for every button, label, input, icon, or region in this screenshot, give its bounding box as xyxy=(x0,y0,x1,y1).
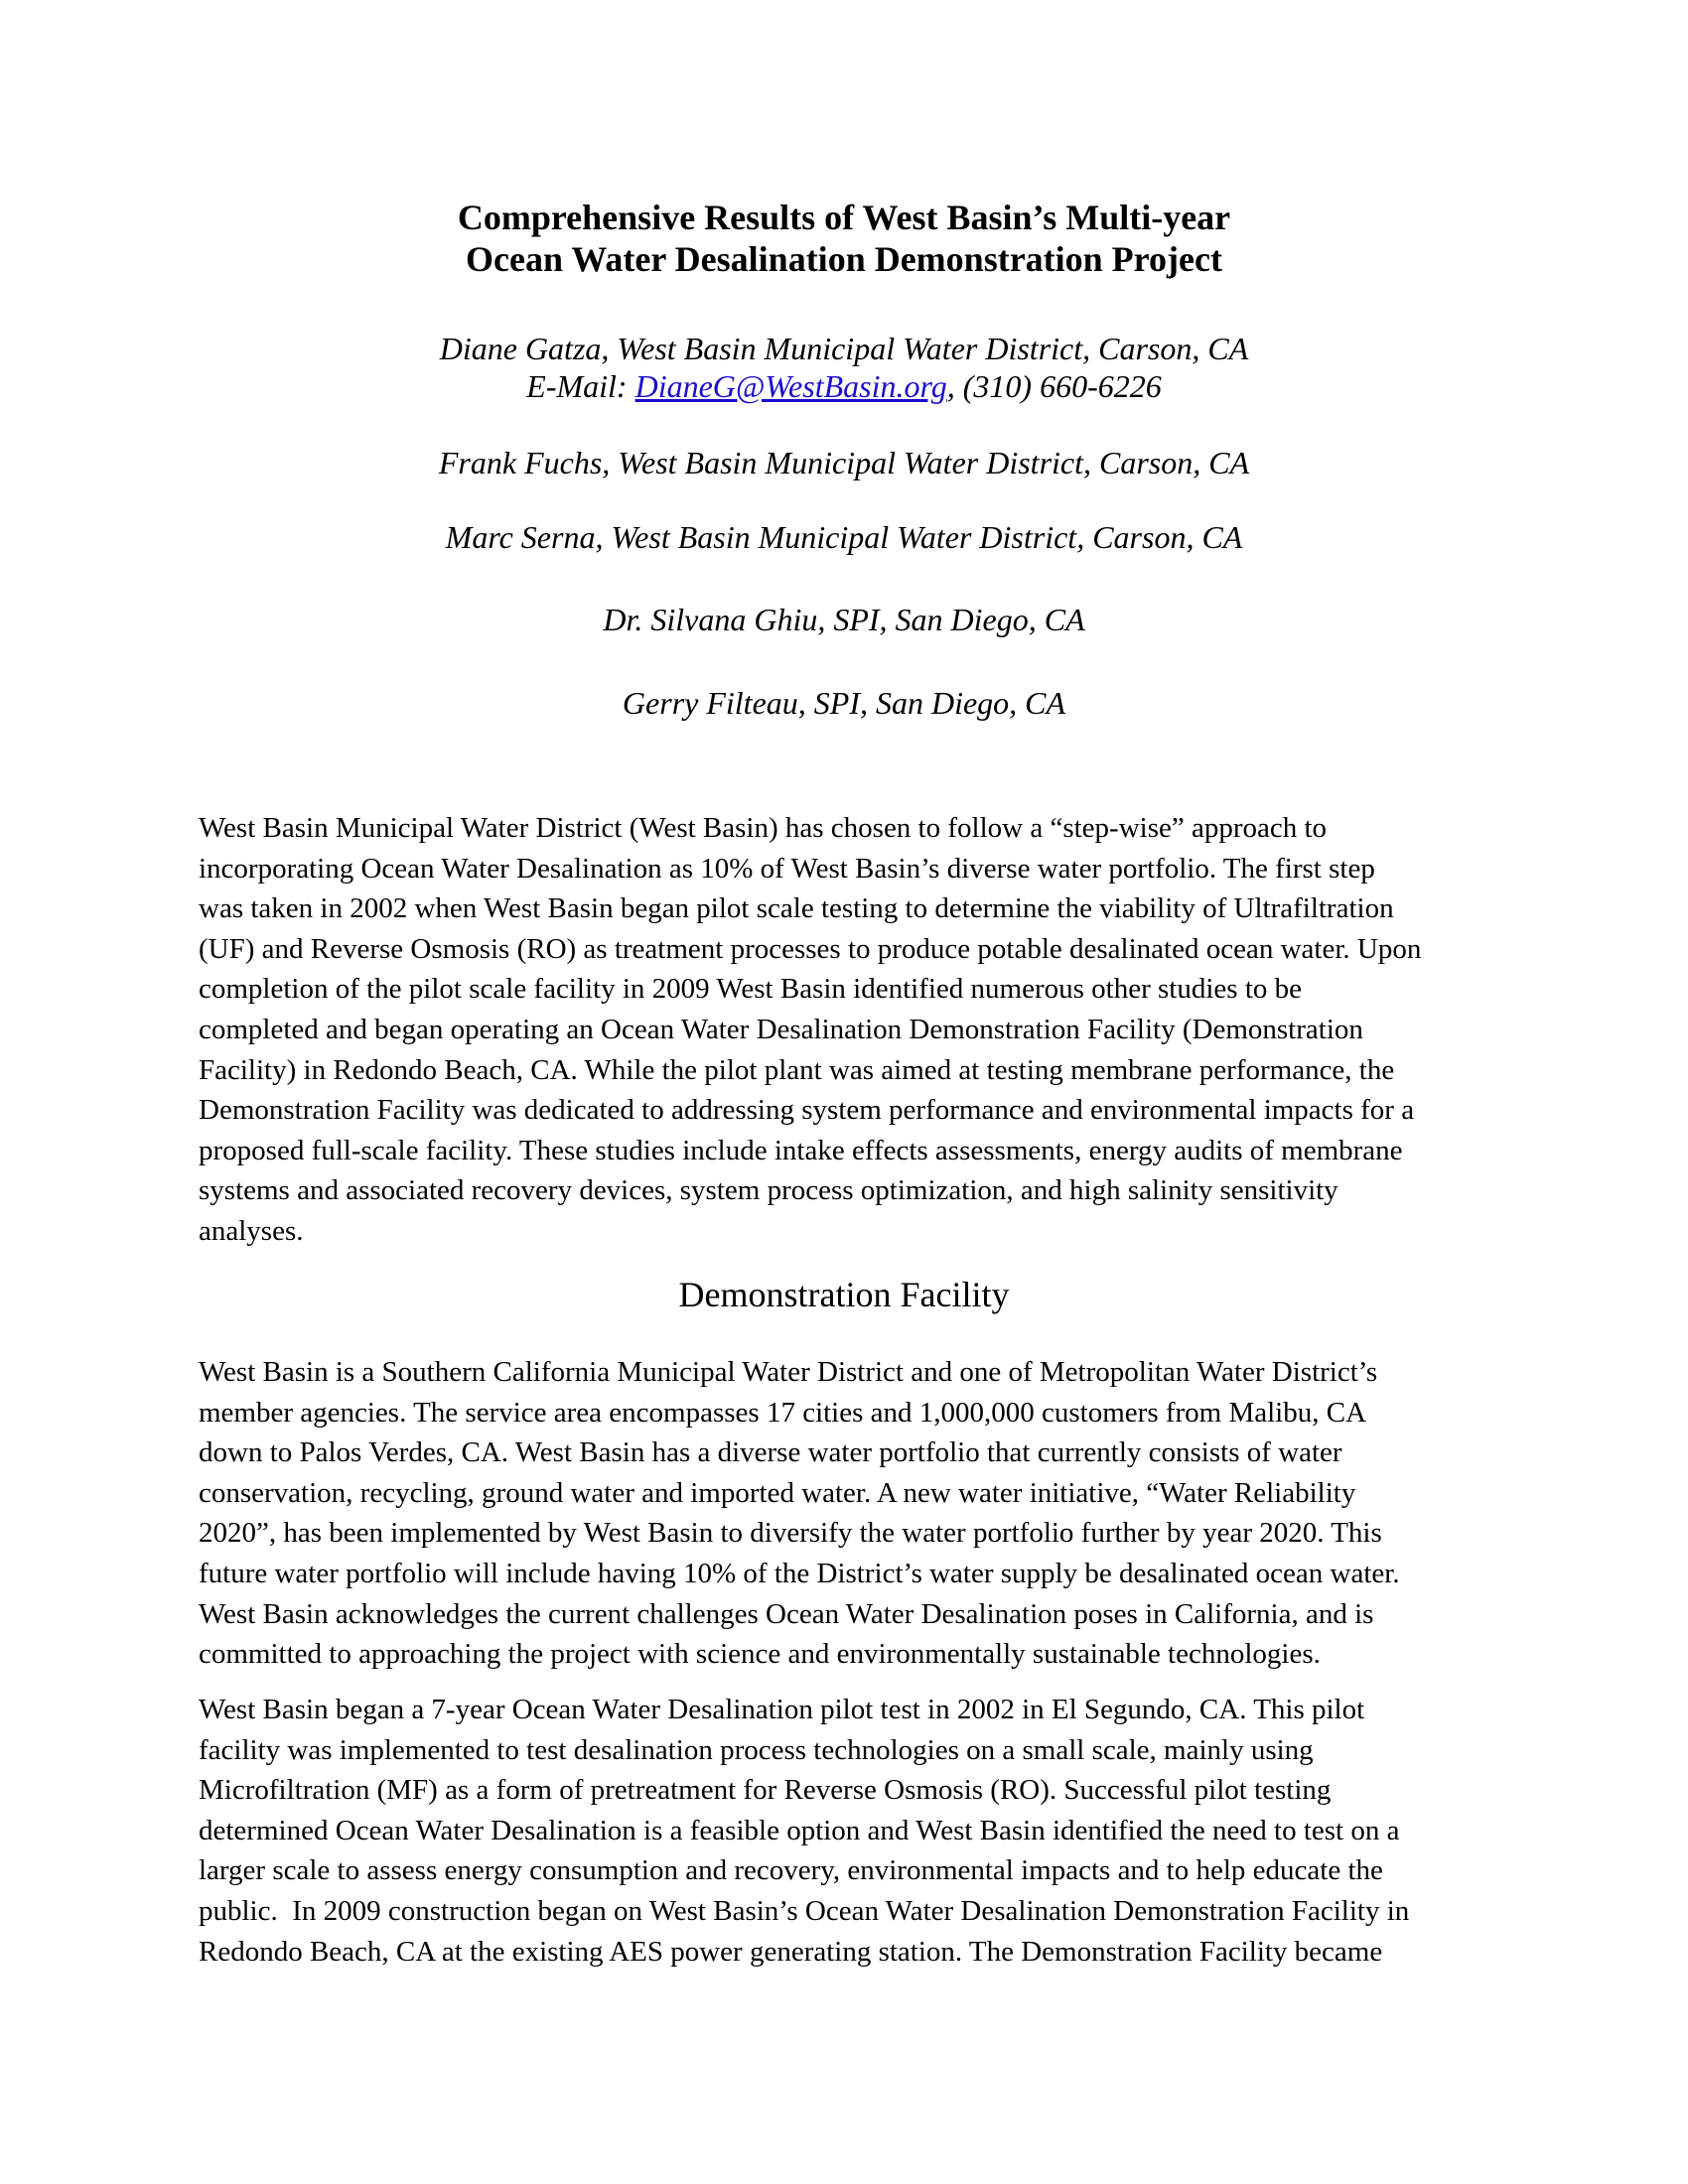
text-line: Redondo Beach, CA at the existing AES power generating station. The Demonstration Facility became xyxy=(199,1935,1383,1968)
text-line: analyses. xyxy=(199,1214,304,1247)
text-line: West Basin is a Southern California Municipal Water District and one of Metropolitan Water District’s xyxy=(199,1356,1378,1388)
text-line: proposed full-scale facility. These studies include intake effects assessments, energy audits of membrane xyxy=(199,1134,1403,1166)
author-1: Diane Gatza, West Basin Municipal Water District, Carson, CA xyxy=(439,331,1249,366)
text-line: Demonstration Facility was dedicated to addressing system performance and environmental impacts for a xyxy=(199,1094,1415,1127)
text-line: (UF) and Reverse Osmosis (RO) as treatment processes to produce potable desalinated ocean water. Upon xyxy=(199,932,1422,965)
text-line: facility was implemented to test desalination process technologies on a small scale, mainly using xyxy=(199,1733,1314,1766)
text-line: 2020”, has been implemented by West Basin to diversify the water portfolio further by year 2020. This xyxy=(199,1517,1382,1550)
paper-title xyxy=(0,197,1688,280)
text-line: West Basin Municipal Water District (West Basin) has chosen to follow a “step-wise” approach to xyxy=(199,812,1328,844)
text-line: Facility) in Redondo Beach, CA. While the pilot plant was aimed at testing membrane performance, the xyxy=(199,1053,1395,1086)
phone-number: , (310) 660-6226 xyxy=(946,368,1162,404)
text-line: member agencies. The service area encompasses 17 cities and 1,000,000 customers from Malibu, CA xyxy=(199,1396,1367,1429)
text-line: conservation, recycling, ground water and imported water. A new water initiative, “Water Reliability xyxy=(199,1476,1356,1509)
text-line: public. In 2009 construction began on West Basin’s Ocean Water Desalination Demonstration Facility in xyxy=(199,1894,1410,1927)
text-line: down to Palos Verdes, CA. West Basin has a diverse water portfolio that currently consists of water xyxy=(199,1436,1342,1469)
section-paragraph-2 xyxy=(199,1690,1499,1972)
text-line: West Basin began a 7-year Ocean Water Desalination pilot test in 2002 in El Segundo, CA. This pilot xyxy=(199,1694,1365,1725)
text-line: larger scale to assess energy consumption and recovery, environmental impacts and to help educate the xyxy=(199,1854,1383,1887)
text-line: West Basin acknowledges the current challenges Ocean Water Desalination poses in California, and is xyxy=(199,1597,1374,1630)
email-link[interactable]: DianeG@WestBasin.org xyxy=(634,368,947,404)
email-label: E-Mail: xyxy=(526,368,635,404)
text-line: completed and began operating an Ocean Water Desalination Demonstration Facility (Demonstration xyxy=(199,1013,1363,1045)
text-line: committed to approaching the project with science and environmentally sustainable technologies. xyxy=(199,1638,1321,1671)
author-2: Frank Fuchs, West Basin Municipal Water District, Carson, CA xyxy=(438,445,1250,480)
text-line: Microfiltration (MF) as a form of pretreatment for Reverse Osmosis (RO). Successful pilot testing xyxy=(199,1774,1332,1807)
text-line: incorporating Ocean Water Desalination as 10% of West Basin’s diverse water portfolio. The first step xyxy=(199,852,1375,885)
author-1-contact xyxy=(0,367,1688,405)
text-line: completion of the pilot scale facility in 2009 West Basin identified numerous other studies to be xyxy=(199,973,1302,1006)
author-5: Gerry Filteau, SPI, San Diego, CA xyxy=(622,685,1066,721)
author-3: Marc Serna, West Basin Municipal Water District, Carson, CA xyxy=(445,519,1243,555)
title-line-1: Comprehensive Results of West Basin’s Multi-year xyxy=(457,198,1231,237)
text-line: was taken in 2002 when West Basin began pilot scale testing to determine the viability of Ultrafiltration xyxy=(199,892,1394,925)
author-4: Dr. Silvana Ghiu, SPI, San Diego, CA xyxy=(603,602,1085,637)
text-line: systems and associated recovery devices, system process optimization, and high salinity sensitivity xyxy=(199,1174,1338,1207)
title-line-2: Ocean Water Desalination Demonstration Project xyxy=(466,239,1222,279)
section-heading: Demonstration Facility xyxy=(678,1275,1010,1314)
intro-paragraph xyxy=(199,808,1499,1252)
text-line: determined Ocean Water Desalination is a feasible option and West Basin identified the need to test on a xyxy=(199,1814,1400,1846)
section-paragraph-1 xyxy=(199,1352,1499,1675)
text-line: future water portfolio will include having 10% of the District’s water supply be desalinated ocean water. xyxy=(199,1557,1400,1589)
